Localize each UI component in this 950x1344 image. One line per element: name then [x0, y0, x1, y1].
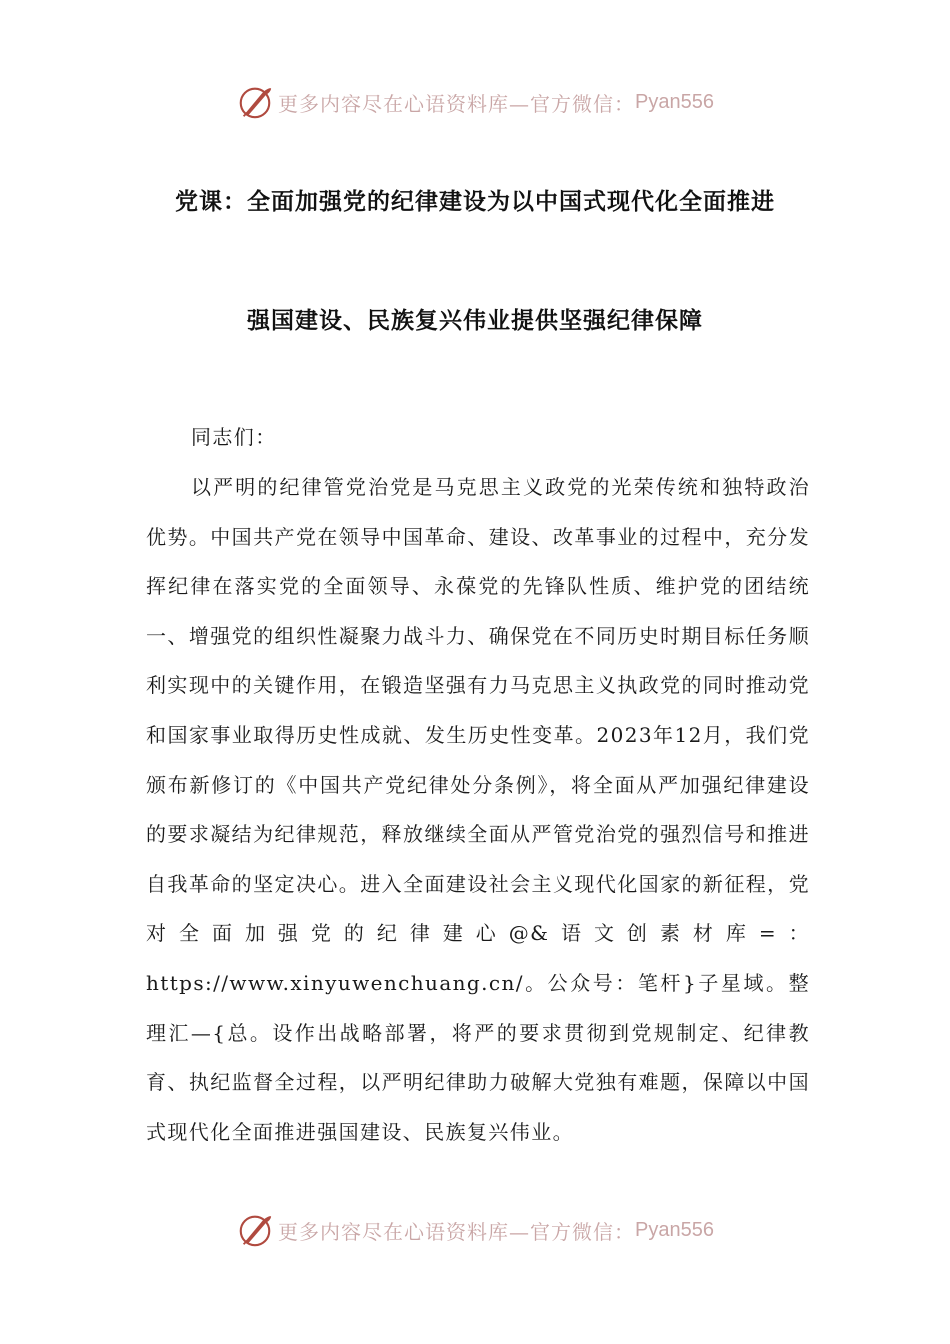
- footer-banner-text: 更多内容尽在心语资料库—官方微信：: [278, 1219, 636, 1244]
- header-banner-handle: Pyan556: [635, 90, 714, 113]
- footer-banner-handle: Pyan556: [635, 1218, 714, 1241]
- doc-title-line2: 强国建设、民族复兴伟业提供坚强纪律保障: [247, 308, 703, 334]
- quill-pen-logo-icon: [236, 83, 274, 121]
- quill-pen-logo-icon: [236, 1211, 274, 1249]
- salutation: 同志们：: [191, 425, 277, 449]
- doc-title-line1: 党课：全面加强党的纪律建设为以中国式现代化全面推进: [175, 189, 775, 215]
- header-banner-text: 更多内容尽在心语资料库—官方微信：: [278, 91, 636, 116]
- body-paragraph: 以严明的纪律管党治党是马克思主义政党的光荣传统和独特政治优势。中国共产党在领导中国革命、建设、改革事业的过程中，充分发挥纪律在落实党的全面领导、永葆党的先锋队性质、维护党的团结统一、增强党的组织性凝聚力战斗力、确保党在不同历史时期目标任务顺利实现中的关键作用，在锻造坚强有力马克思主义执政党的同时推动党和国家事业取得历史性成就、发生历史性变革。2023年12月，我们党颁布新修订的《中国共产党纪律处分条例》，将全面从严加强纪律建设的要求凝结为纪律规范，释放继续全面从严管党治党的强烈信号和推进自我革命的坚定决心。进入全面建设社会主义现代化国家的新征程，党对全面加强党的纪律建心@&语文创素材库=：https://www.xinyuwenchuang.cn/。公众号：笔杆}子星域。整理汇—{总。设作出战略部署，将严的要求贯彻到党规制定、纪律教育、执纪监督全过程，以严明纪律助力破解大党独有难题，保障以中国式现代化全面推进强国建设、民族复兴伟业。: [146, 475, 810, 1144]
- header-banner: [0, 80, 950, 124]
- footer-banner: [0, 1208, 950, 1252]
